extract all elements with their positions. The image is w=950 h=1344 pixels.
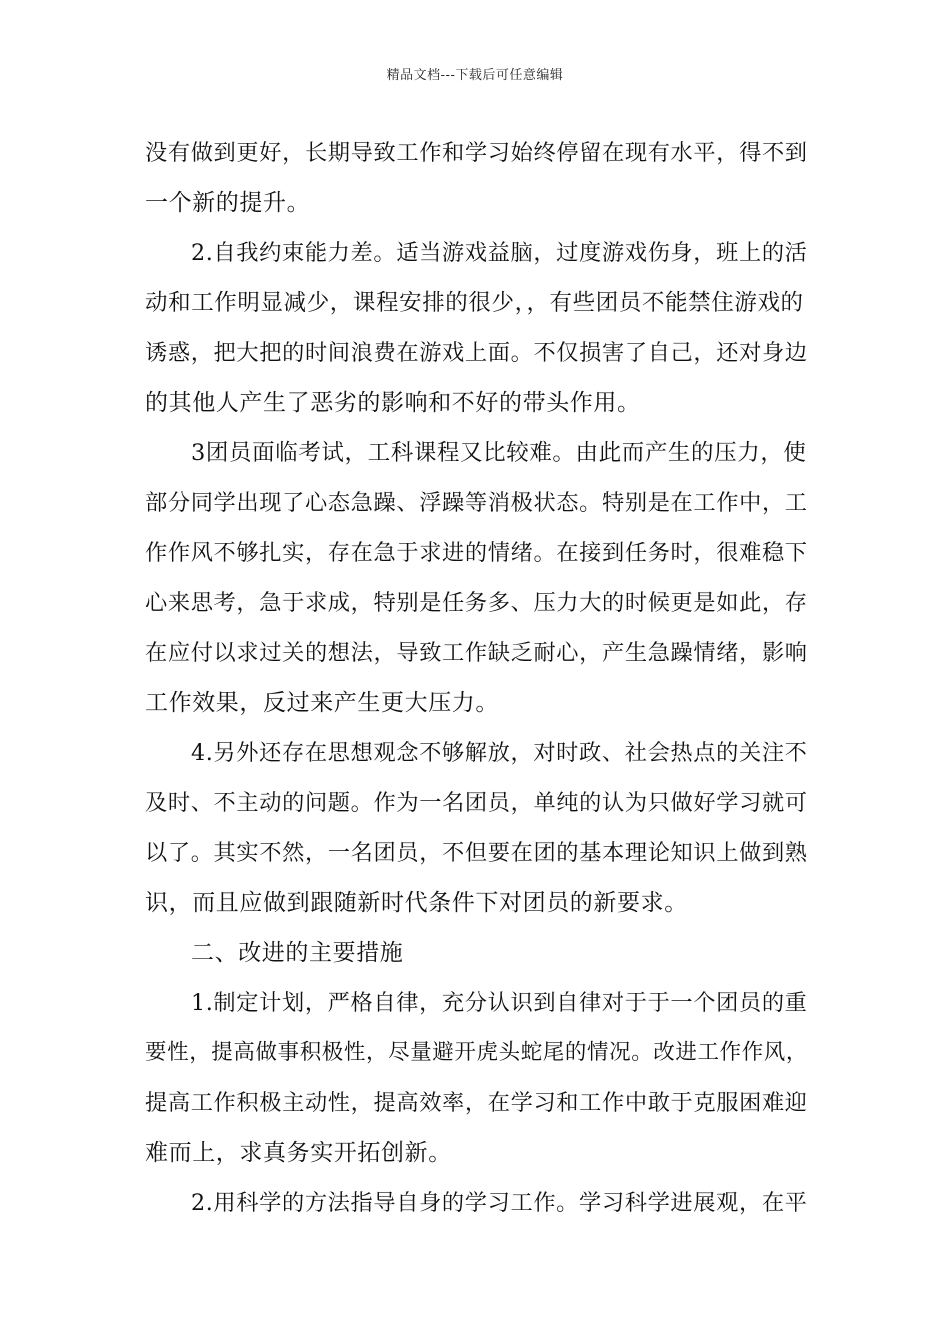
text-line: 要性，提高做事积极性，尽量避开虎头蛇尾的情况。改进工作作风， [145, 1040, 809, 1065]
text-line: 一个新的提升。 [145, 190, 311, 216]
text-line: 心来思考，急于求成，特别是任务多、压力大的时候更是如此，存 [145, 590, 808, 616]
text-line: 部分同学出现了心态急躁、浮躁等消极状态。特别是在工作中，工 [145, 490, 808, 516]
text-line: 2.用科学的方法指导自身的学习工作。学习科学进展观，在平 [191, 1190, 808, 1216]
text-line: 4.另外还存在思想观念不够解放，对时政、社会热点的关注不 [191, 740, 808, 766]
text-line: 及时、不主动的问题。作为一名团员，单纯的认为只做好学习就可 [145, 790, 808, 816]
text-line: 识，而且应做到跟随新时代条件下对团员的新要求。 [145, 890, 688, 916]
text-line: 以了。其实不然，一名团员，不但要在团的基本理论知识上做到熟 [145, 840, 808, 866]
text-line: 作作风不够扎实，存在急于求进的情绪。在接到任务时，很难稳下 [145, 540, 808, 566]
text-line: 提高工作积极主动性，提高效率，在学习和工作中敢于克服困难迎 [145, 1090, 808, 1116]
text-line: 1.制定计划，严格自律，充分认识到自律对于于一个团员的重 [191, 990, 808, 1016]
text-line: 的其他人产生了恶劣的影响和不好的带头作用。 [145, 390, 641, 416]
text-line: 在应付以求过关的想法，导致工作缺乏耐心，产生急躁情绪，影响 [145, 640, 808, 666]
page-header: 精品文档---下载后可任意编辑 [386, 68, 564, 83]
text-line: 工作效果，反过来产生更大压力。 [145, 690, 499, 716]
text-line: 没有做到更好，长期导致工作和学习始终停留在现有水平，得不到 [145, 140, 808, 166]
text-line: 诱惑，把大把的时间浪费在游戏上面。不仅损害了自己，还对身边 [145, 340, 808, 366]
text-line: 2.自我约束能力差。适当游戏益脑，过度游戏伤身，班上的活 [191, 240, 808, 266]
text-line: 动和工作明显减少，课程安排的很少，，有些团员不能禁住游戏的 [145, 290, 804, 316]
document-body [145, 131, 810, 1231]
text-line: 难而上，求真务实开拓创新。 [145, 1140, 452, 1166]
text-line: 3团员面临考试，工科课程又比较难。由此而产生的压力，使 [191, 440, 807, 466]
section-heading: 二、改进的主要措施 [191, 940, 404, 966]
